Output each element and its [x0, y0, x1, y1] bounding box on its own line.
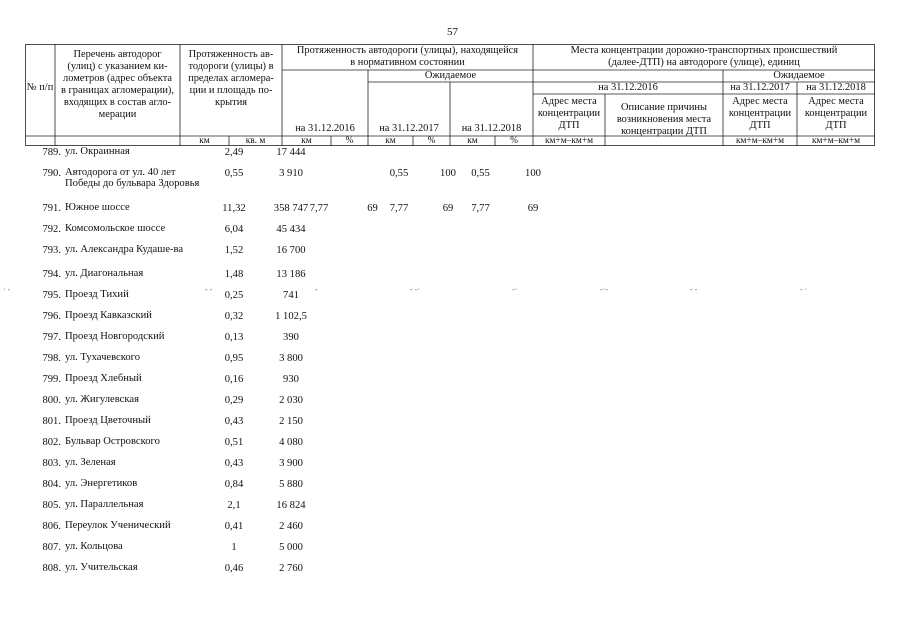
row-number: 799.: [42, 374, 61, 385]
road-name: Проезд Цветочный: [65, 415, 151, 426]
header-dtp: Места концентрации дорожно-транспортных происшествий (далее-ДТП) на автодороге (улице), единиц: [570, 45, 838, 68]
area-sqm: 3 900: [279, 458, 303, 469]
row-number: 808.: [42, 563, 61, 574]
header-pct-2017: %: [427, 136, 436, 146]
road-name: Проезд Новгородский: [65, 331, 165, 342]
header-kmrange-2016: км+м–км+м: [544, 136, 594, 146]
header-km-2017: км: [385, 136, 396, 146]
area-sqm: 2 460: [279, 521, 303, 532]
row-number: 792.: [42, 224, 61, 235]
road-name: Комсомольское шоссе: [65, 223, 166, 234]
area-sqm: 17 444: [276, 147, 306, 158]
header-address-2017: Адрес места концентрации ДТП: [728, 96, 792, 131]
area-sqm: 2 760: [279, 563, 303, 574]
normative-km-2017: 0,55: [389, 168, 409, 179]
length-km: 0,25: [224, 290, 244, 301]
length-km: 2,49: [224, 147, 244, 158]
area-sqm: 16 824: [276, 500, 306, 511]
area-sqm: 5 880: [279, 479, 303, 490]
header-address-2016: Адрес места концентрации ДТП: [537, 96, 601, 131]
road-name: ул. Параллельная: [65, 499, 144, 510]
header-pct-2018: %: [510, 136, 518, 146]
header-unit-km: км: [199, 136, 210, 146]
header-km-2016: км: [301, 136, 312, 146]
header-km-2018: км: [467, 136, 478, 146]
row-number: 789.: [42, 147, 61, 158]
area-sqm: 5 000: [279, 542, 303, 553]
length-km: 0,46: [224, 563, 244, 574]
row-number: 796.: [42, 311, 61, 322]
scan-speck: -·: [512, 285, 518, 294]
header-normative: Протяженность автодороги (улицы), находящейся в нормативном состоянии: [296, 45, 519, 68]
normative-km-2017: 7,77: [389, 203, 409, 214]
header-dtp-2016: на 31.12.2016: [598, 82, 658, 93]
length-km: 2,1: [227, 500, 241, 511]
area-sqm: 13 186: [276, 269, 306, 280]
normative-pct-2016: 69: [367, 203, 378, 214]
header-kmrange-2017: км+м–км+м: [735, 136, 785, 146]
road-name: ул. Жигулевская: [65, 394, 139, 405]
area-sqm: 1 102,5: [275, 311, 307, 322]
area-sqm: 45 434: [276, 224, 306, 235]
area-sqm: 2 150: [279, 416, 303, 427]
normative-pct-2018: 69: [527, 203, 539, 214]
table-header: [25, 44, 875, 146]
header-description: Описание причины возникновения места концентрации ДТП: [616, 102, 712, 137]
header-pct-2016: %: [345, 136, 354, 146]
row-number: 800.: [42, 395, 61, 406]
header-expected-dtp: Ожидаемое: [773, 70, 825, 81]
length-km: 0,51: [224, 437, 244, 448]
header-num: № п/п: [26, 82, 54, 93]
row-number: 797.: [42, 332, 61, 343]
road-name: ул. Кольцова: [65, 541, 123, 552]
row-number: 805.: [42, 500, 61, 511]
header-expected-normative: Ожидаемое: [424, 70, 477, 81]
road-name: Бульвар Островского: [65, 436, 160, 447]
length-km: 1: [231, 542, 237, 553]
area-sqm: 2 030: [279, 395, 303, 406]
scan-speck: - -·: [410, 285, 420, 294]
table-row: [25, 563, 875, 603]
area-sqm: 3 800: [279, 353, 303, 364]
length-km: 0,32: [224, 311, 244, 322]
row-number: 806.: [42, 521, 61, 532]
area-sqm: 741: [283, 290, 299, 301]
header-unit-area: кв. м: [245, 136, 266, 146]
length-km: 0,43: [224, 458, 244, 469]
road-name: ул. Тухачевского: [65, 352, 141, 363]
area-sqm: 4 080: [279, 437, 303, 448]
header-road: Перечень автодорог (улиц) с указанием ки- лометров (адрес объекта в границах агломерации), входящих в состав агло- мерации: [61, 49, 174, 120]
length-km: 11,32: [222, 203, 246, 214]
row-number: 793.: [42, 245, 61, 256]
scan-speck: -: [315, 285, 318, 294]
area-sqm: 3 910: [279, 168, 303, 179]
length-km: 0,41: [224, 521, 244, 532]
header-dtp-2018: на 31.12.2018: [806, 82, 866, 93]
scan-speck: -·-: [600, 285, 608, 294]
scan-speck: - -: [690, 285, 698, 294]
row-number: 801.: [42, 416, 61, 427]
length-km: 0,29: [224, 395, 244, 406]
header-date-2018: на 31.12.2018: [461, 123, 522, 134]
table-row: [25, 168, 875, 208]
area-sqm: 930: [283, 374, 299, 385]
road-name: ул. Окраинная: [65, 146, 130, 157]
row-number: 802.: [42, 437, 61, 448]
road-name: ул. Диагональная: [65, 268, 144, 279]
length-km: 0,55: [224, 168, 244, 179]
normative-pct-2018: 100: [525, 168, 541, 179]
row-number: 795.: [42, 290, 61, 301]
row-number: 790.: [42, 168, 61, 179]
road-name: Проезд Кавказский: [65, 310, 152, 321]
normative-km-2016: 7,77: [309, 203, 329, 214]
road-name: Южное шоссе: [65, 202, 130, 213]
scan-speck: - -: [205, 285, 213, 294]
road-name: ул. Александра Кудаше-ва: [65, 244, 184, 255]
row-number: 794.: [42, 269, 61, 280]
road-name: ул. Зеленая: [65, 457, 116, 468]
header-date-2016: на 31.12.2016: [295, 123, 355, 134]
length-km: 1,52: [224, 245, 244, 256]
road-name: Переулок Ученический: [65, 520, 171, 531]
length-km: 0,43: [224, 416, 244, 427]
length-km: 0,13: [224, 332, 244, 343]
header-date-2017: на 31.12.2017: [379, 123, 439, 134]
road-name: Проезд Тихий: [65, 289, 129, 300]
scan-speck: - ·: [800, 285, 808, 294]
row-number: 798.: [42, 353, 61, 364]
length-km: 0,84: [224, 479, 244, 490]
normative-pct-2017: 100: [440, 168, 456, 179]
row-number: 803.: [42, 458, 61, 469]
header-kmrange-2018: км+м–км+м: [811, 136, 861, 146]
area-sqm: 390: [283, 332, 299, 343]
row-number: 791.: [42, 203, 61, 214]
area-sqm: 358 747: [273, 203, 309, 214]
header-dtp-2017: на 31.12.2017: [730, 82, 790, 93]
length-km: 1,48: [224, 269, 244, 280]
scan-speck: · -: [3, 285, 11, 294]
row-number: 804.: [42, 479, 61, 490]
road-name: Автодорога от ул. 40 лет Победы до бульвара Здоровья: [65, 167, 200, 189]
road-name: Проезд Хлебный: [65, 373, 142, 384]
page-number: 57: [447, 26, 458, 38]
header-address-2018: Адрес места концентрации ДТП: [804, 96, 868, 131]
length-km: 0,16: [224, 374, 244, 385]
road-name: ул. Учительская: [65, 562, 138, 573]
road-name: ул. Энергетиков: [65, 478, 138, 489]
header-length: Протяженность ав- тодороги (улицы) в пределах агломера- ции и площадь по- крытия: [188, 49, 274, 108]
length-km: 6,04: [224, 224, 244, 235]
normative-km-2018: 0,55: [471, 168, 490, 179]
normative-pct-2017: 69: [442, 203, 454, 214]
row-number: 807.: [42, 542, 61, 553]
area-sqm: 16 700: [276, 245, 306, 256]
length-km: 0,95: [224, 353, 244, 364]
normative-km-2018: 7,77: [471, 203, 490, 214]
